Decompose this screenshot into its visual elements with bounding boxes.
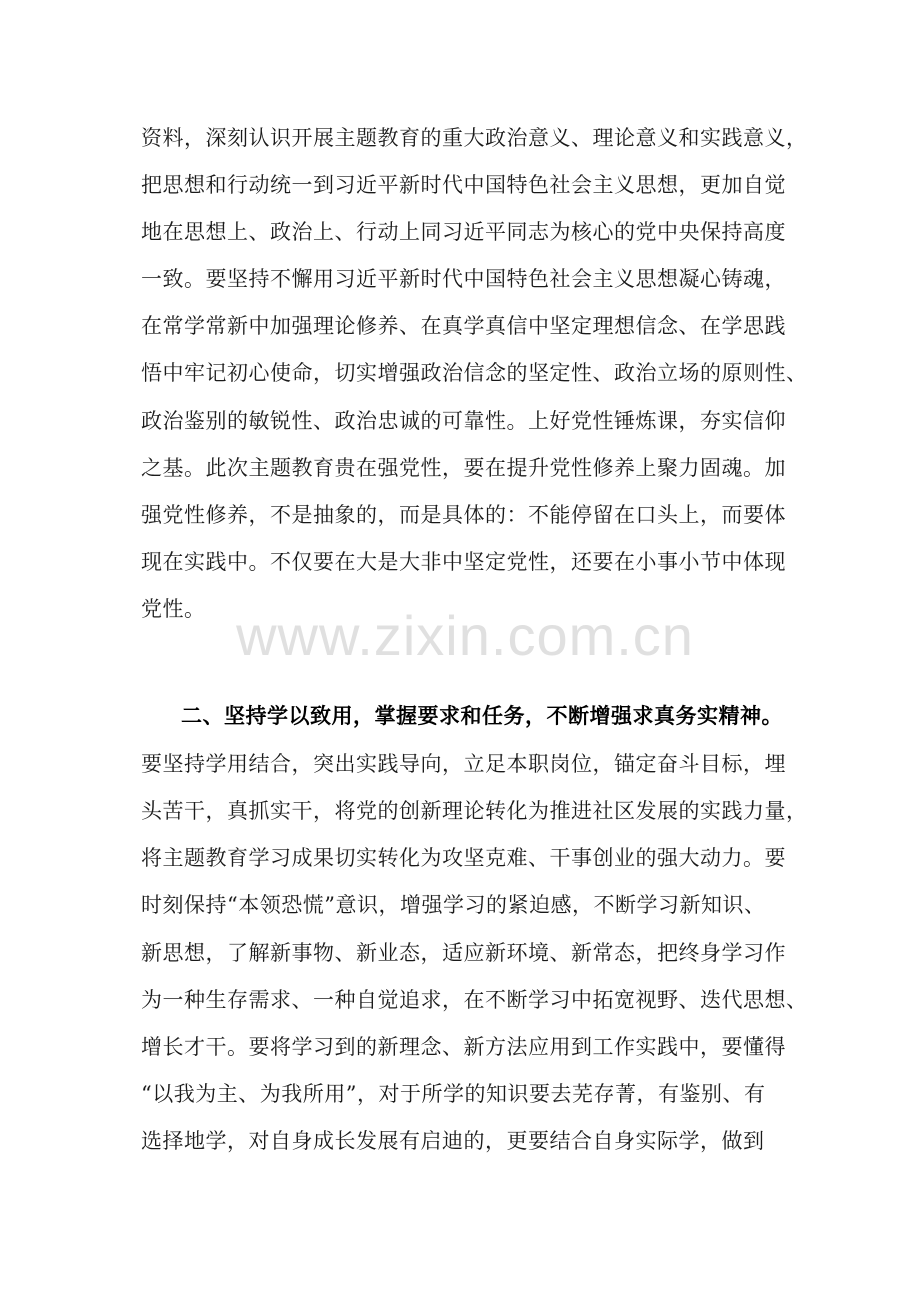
paragraph-line: 选择地学，对自身成长发展有启迪的，更要结合自身实际学，做到 xyxy=(141,1129,765,1153)
paragraph-line: 要坚持学用结合，突出实践导向，立足本职岗位，锚定奋斗目标，埋 xyxy=(141,752,786,776)
paragraph-line: 之基。此次主题教育贵在强党性，要在提升党性修养上聚力固魂。加 xyxy=(141,456,786,480)
paragraph-line: 头苦干，真抓实干，将党的创新理论转化为推进社区发展的实践力量， xyxy=(141,799,808,823)
paragraph-line: 强党性修养，不是抽象的，而是具体的：不能停留在口头上，而要体 xyxy=(141,503,786,527)
paragraph-line: 悟中牢记初心使命，切实增强政治信念的坚定性、政治立场的原则性、 xyxy=(141,361,808,385)
paragraph-line: 新思想，了解新事物、新业态，适应新环境、新常态，把终身学习作 xyxy=(141,941,786,965)
paragraph-line: 将主题教育学习成果切实转化为攻坚克难、干事创业的强大动力。要 xyxy=(141,846,786,870)
watermark: www.zixin.com.cn xyxy=(236,604,694,667)
paragraph-line: 一致。要坚持不懈用习近平新时代中国特色社会主义思想凝心铸魂， xyxy=(141,267,786,291)
section-heading: 二、坚持学以致用，掌握要求和任务，不断增强求真务实精神。 xyxy=(181,703,783,728)
paragraph-line: 在常学常新中加强理论修养、在真学真信中坚定理想信念、在学思践 xyxy=(141,314,786,338)
paragraph-line: 党性。 xyxy=(141,597,206,621)
paragraph-line: 时刻保持“本领恐慌”意识，增强学习的紧迫感，不断学习新知识、 xyxy=(141,893,766,917)
paragraph-line: 为一种生存需求、一种自觉追求，在不断学习中拓宽视野、迭代思想、 xyxy=(141,988,808,1012)
paragraph-line: 增长才干。要将学习到的新理念、新方法应用到工作实践中，要懂得 xyxy=(141,1035,786,1059)
paragraph-line: 政治鉴别的敏锐性、政治忠诚的可靠性。上好党性锤炼课，夯实信仰 xyxy=(141,409,786,433)
paragraph-line: 现在实践中。不仅要在大是大非中坚定党性，还要在小事小节中体现 xyxy=(141,550,786,574)
paragraph-line: “以我为主、为我所用”，对于所学的知识要去芜存菁，有鉴别、有 xyxy=(141,1082,766,1106)
paragraph-line: 资料，深刻认识开展主题教育的重大政治意义、理论意义和实践意义， xyxy=(141,126,808,150)
paragraph-line: 地在思想上、政治上、行动上同习近平同志为核心的党中央保持高度 xyxy=(141,220,786,244)
paragraph-line: 把思想和行动统一到习近平新时代中国特色社会主义思想，更加自觉 xyxy=(141,173,786,197)
